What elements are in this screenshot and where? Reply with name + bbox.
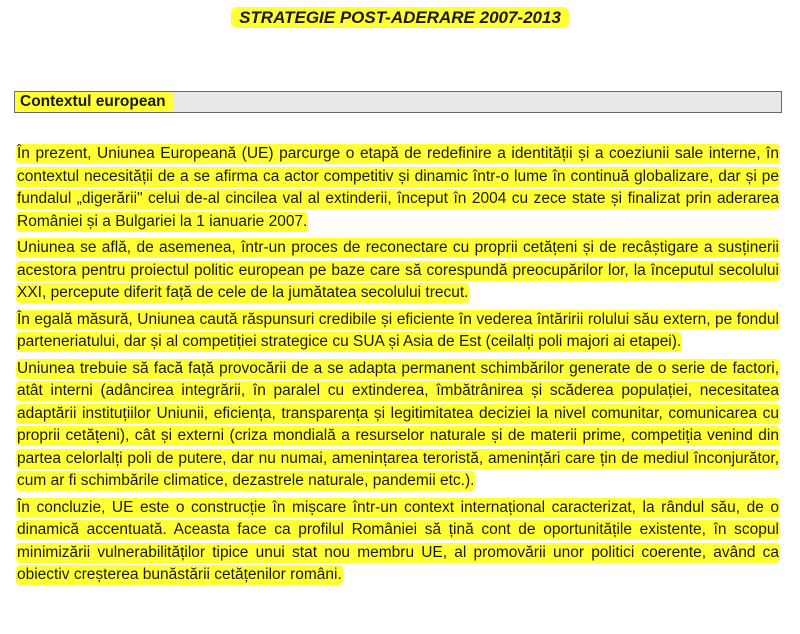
section-title: Contextul european: [15, 92, 174, 112]
paragraph-5: [16, 497, 780, 587]
paragraph-4-text: Uniunea trebuie să facă față provocării de a se adapta permanent schimbărilor generate de o serie de factori, atât interni (adâncirea integrării, în paralel cu extinderea, îmbătrânirea și scăderea populației, necesitatea adaptării instituțiilor Uniunii, eficiența, transparența și legitimitatea deciziei la nivel comunitar, comunicarea cu proprii cetățeni), cât și externi (criza mondială a resurselor naturale și de materii prime, competiția venind din partea celorlalți poli de putere, dar nu numai, amenințarea teroristă, amenințări care țin de mediul înconjurător, cum ar fi schimbările climatice, dezastrele naturale, pandemii etc.).: [17, 359, 779, 489]
section-header-box: [14, 91, 782, 113]
paragraph-1: [16, 143, 780, 233]
paragraph-3: [16, 309, 780, 354]
document-body: [16, 143, 780, 591]
paragraph-4: [16, 358, 780, 493]
document-title-text: STRATEGIE POST-ADERARE 2007-2013: [231, 7, 569, 28]
paragraph-5-text: În concluzie, UE este o construcție în mișcare într-un context internațional caracterizat, la rândul său, de o dinamică accentuată. Aceasta face ca profilul României să țină cont de oportunitățile existente, în scopul minimizării vulnerabilităților tipice unui stat nou membru UE, al promovării unor politici coerente, având ca obiectiv creșterea bunăstării cetățenilor români.: [17, 498, 779, 583]
paragraph-2-text: Uniunea se află, de asemenea, într-un proces de reconectare cu proprii cetățeni și de recâștigare a susținerii acestora pentru proiectul politic european pe baze care să corespundă preocupărilor lor, la începutul secolului XXI, percepute diferit față de cele de la jumătatea secolului trecut.: [17, 239, 779, 301]
document-title: [0, 8, 800, 28]
paragraph-3-text: În egală măsură, Uniunea caută răspunsuri credibile și eficiente în vederea întăririi rolului său extern, pe fondul parteneriatului, dar și al competiției strategice cu SUA și Asia de Est (ceilalți poli majori ai etapei).: [17, 310, 779, 350]
paragraph-2: [16, 237, 780, 305]
paragraph-1-text: În prezent, Uniunea Europeană (UE) parcurge o etapă de redefinire a identității și a coeziunii sale interne, în contextul necesității de a se afirma ca actor competitiv și dinamic într-o lume în continuă globalizare, dar și pe fundalul „digerării" celui de-al cincilea val al extinderii, început în 2004 cu zece state și finalizat prin aderarea României și a Bulgariei la 1 ianuarie 2007.: [17, 145, 779, 230]
